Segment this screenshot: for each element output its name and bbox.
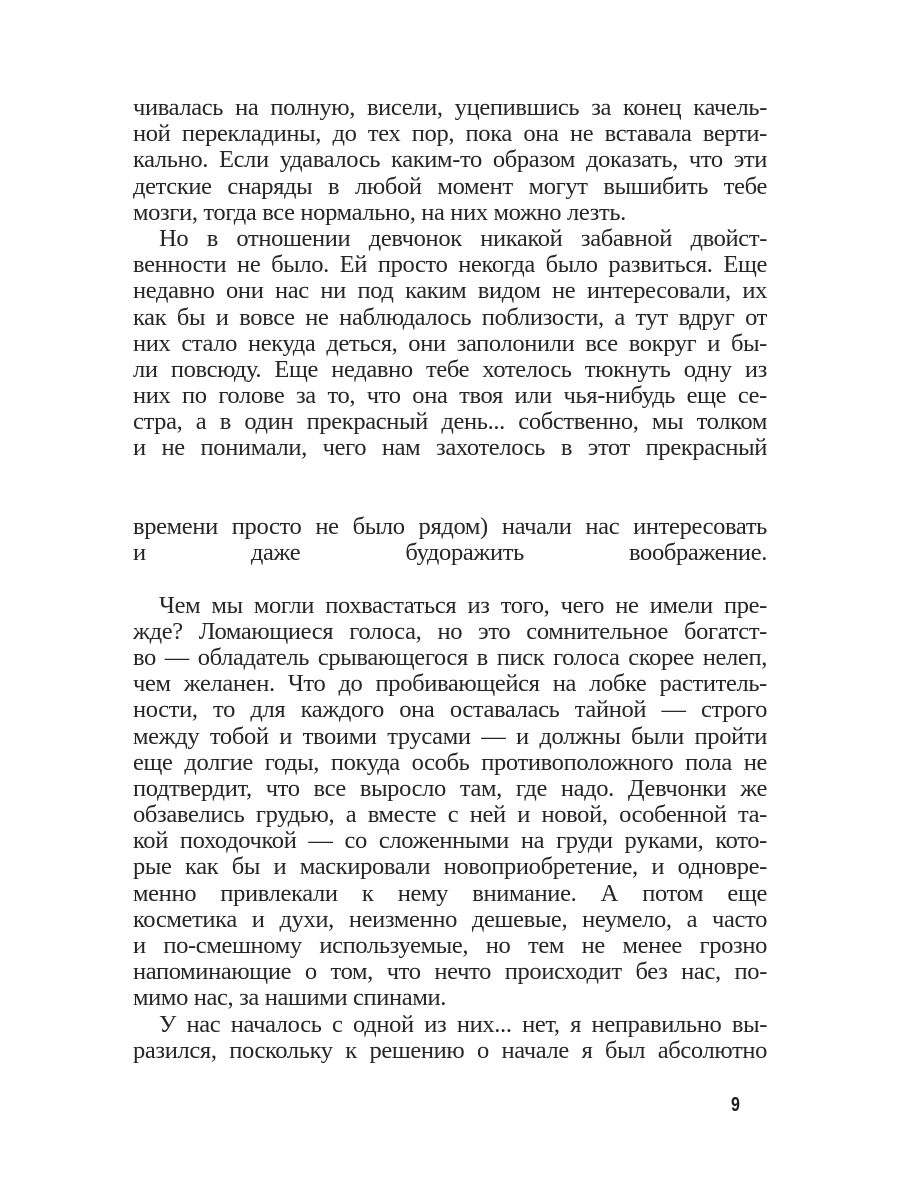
text-line: как бы и вовсе не наблюдалось поблизости, а тут вдруг от	[133, 303, 767, 331]
paragraph	[133, 593, 767, 1012]
text-line: детские снаряды в любой момент могут вышибить тебе	[133, 172, 767, 200]
paragraph	[133, 1012, 767, 1064]
text-line: ной перекладины, до тех пор, пока она не вставала верти-	[133, 120, 767, 148]
text-line: подтвердит, что все выросло там, где надо. Девчонки же	[133, 774, 767, 802]
text-line: времени просто не было рядом) начали нас интересовать	[133, 513, 767, 540]
text-line: и не понимали, чего нам захотелось в этот прекрасный	[133, 434, 767, 462]
text-line: кально. Если удавалось каким-то образом доказать, что эти	[133, 146, 767, 174]
text-line: чем желанен. Что до пробивающейся на лобке раститель-	[133, 670, 767, 698]
text-line: мозги, тогда все нормально, на них можно лезть.	[133, 198, 626, 226]
text-line: ли повсюду. Еще недавно тебе хотелось тюкнуть одну из	[133, 355, 767, 383]
text-line: менно привлекали к нему внимание. А потом еще	[133, 879, 767, 907]
text-line-with-emphasis	[133, 488, 767, 514]
text-line: и даже будоражить воображение.	[133, 539, 767, 567]
text-line	[133, 566, 767, 592]
text-line: чивалась на полную, висели, уцепившись за конец качель-	[133, 94, 767, 121]
text-line: во — обладатель срывающегося в писк голоса скорее нелеп,	[133, 643, 767, 671]
text-line: стра, а в один прекрасный день... собственно, мы толком	[133, 408, 767, 436]
paragraph	[133, 226, 767, 593]
text-line: жде? Ломающиеся голоса, но это сомнительное богатст-	[133, 617, 767, 645]
text-line: них по голове за то, что она твоя или чья-нибудь еще се-	[133, 382, 767, 410]
text-line: кой походочкой — со сложенными на груди руками, кото-	[133, 827, 767, 855]
text-line: У нас началось с одной из них... нет, я неправильно вы-	[159, 1010, 767, 1038]
text-line: недавно они нас ни под каким видом не интересовали, их	[133, 277, 767, 305]
text-line: и по-смешному используемые, но тем не менее грозно	[133, 932, 767, 959]
text-line: них стало некуда деться, они заполонили все вокруг и бы-	[133, 329, 767, 357]
text-line: еще долгие годы, покуда особь противоположного пола не	[133, 748, 767, 776]
paragraph	[133, 95, 767, 226]
body-text	[133, 95, 767, 1064]
text-line: рые как бы и маскировали новоприобретение, и одновре-	[133, 853, 767, 881]
page-number: 9	[731, 1094, 740, 1116]
text-line: косметика и духи, неизменно дешевые, неумело, а часто	[133, 905, 767, 933]
text-line: ности, то для каждого она оставалась тайной — строго	[133, 696, 767, 724]
text-line: Чем мы могли похвастаться из того, чего не имели пре-	[159, 591, 767, 619]
text-line: мимо нас, за нашими спинами.	[133, 984, 447, 1012]
text-line	[133, 462, 767, 488]
text-line: венности не было. Ей просто некогда было развиться. Еще	[133, 251, 767, 279]
text-line: между тобой и твоими трусами — и должны были пройти	[133, 722, 767, 750]
text-line: Но в отношении девчонок никакой забавной двойст-	[159, 224, 767, 252]
text-line: разился, поскольку к решению о начале я был абсолютно	[133, 1036, 767, 1064]
text-line: напоминающие о том, что нечто происходит без нас, по-	[133, 958, 767, 986]
text-line: обзавелись грудью, а вместе с ней и новой, особенной та-	[133, 801, 767, 829]
